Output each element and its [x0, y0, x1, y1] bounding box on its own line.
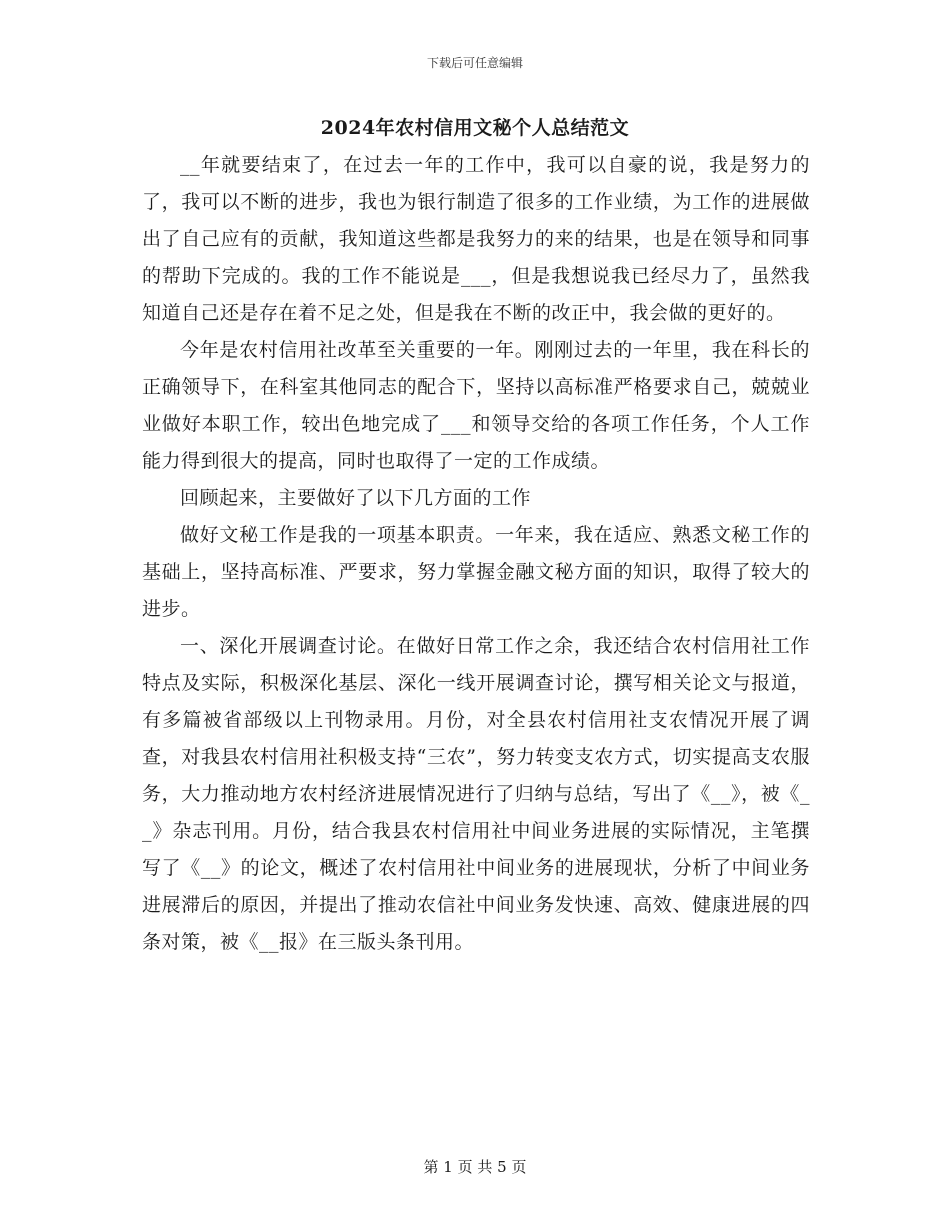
document-body	[142, 147, 810, 961]
paragraph-review: 回顾起来，主要做好了以下几方面的工作	[180, 487, 532, 509]
paragraph-research: 一、深化开展调查讨论。在做好日常工作之余，我还结合农村信用社工作特点及实际，积极深化基层、深化一线开展调查讨论，撰写相关论文与报道，有多篇被省部级以上刊物录用。月份，对全县农村信用社支农情况开展了调查，对我县农村信用社积极支持“三农”，努力转变支农方式，切实提高支农服务，大力推动地方农村经济进展情况进行了归纳与总结，写出了《__》，被《__》杂志刊用。月份，结合我县农村信用社中间业务进展的实际情况，主笔撰写了《__》的论文，概述了农村信用社中间业务的进展现状，分析了中间业务进展滞后的原因，并提出了推动农信社中间业务发快速、高效、健康进展的四条对策，被《__报》在三版头条刊用。	[142, 635, 810, 953]
page-footer: 第 1 页 共 5 页	[423, 1158, 527, 1176]
paragraph-intro: __年就要结束了，在过去一年的工作中，我可以自豪的说，我是努力的了，我可以不断的进步，我也为银行制造了很多的工作业绩，为工作的进展做出了自己应有的贡献，我知道这些都是我努力的来的结果，也是在领导和同事的帮助下完成的。我的工作不能说是___，但是我想说我已经尽力了，虽然我知道自己还是存在着不足之处，但是我在不断的改正中，我会做的更好的。	[142, 154, 810, 324]
document-title: 2024年农村信用文秘个人总结范文	[320, 117, 630, 139]
paragraph-duty: 做好文秘工作是我的一项基本职责。一年来，我在适应、熟悉文秘工作的基础上，坚持高标准、严要求，努力掌握金融文秘方面的知识，取得了较大的进步。	[142, 524, 810, 620]
header-note: 下载后可任意编辑	[426, 56, 523, 70]
paragraph-overview: 今年是农村信用社改革至关重要的一年。刚刚过去的一年里，我在科长的正确领导下，在科室其他同志的配合下，坚持以高标准严格要求自己，兢兢业业做好本职工作，较出色地完成了___和领导交给的各项工作任务，个人工作能力得到很大的提高，同时也取得了一定的工作成绩。	[142, 339, 810, 472]
